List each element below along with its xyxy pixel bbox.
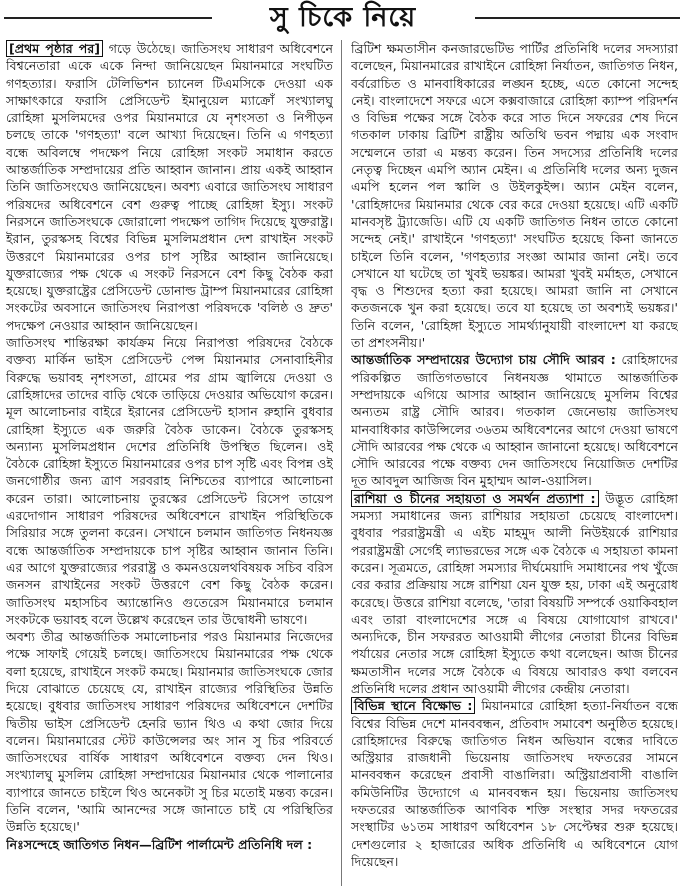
section-protests — [351, 697, 678, 870]
paragraph-text: রোহিঙ্গাদের পরিকল্পিত জাতিগতভাবে নিধনযজ্ঞ থামাতে আন্তর্জাতিক সম্প্রদায়কে এগিয়ে আসার আহ্বান জানিয়েছে মুসলিম বিশ্বের অন্যতম রাষ্ট্র সৌদি আরব। গতকাল জেনেভায় জাতিসংঘ মানবাধিকার কাউন্সিলের ৩৬তম অধিবেশনের আগে দেওয়া ভাষণে সৌদি আরবের পক্ষ থেকে এ আহ্বান জানানো হয়েছে। অধিবেশনে সৌদি আরবের পক্ষে বক্তব্য দেন জাতিসংঘে নিয়োজিত দেশটির দূত আবদুল আজিজ বিন মুহাম্মদ আল-ওয়াসিল। — [351, 352, 678, 489]
header-rule-left — [4, 17, 212, 19]
section-heading: আন্তর্জাতিক সম্প্রদায়ের উদ্যোগ চায় সৌদি আরব : — [351, 352, 616, 368]
paragraph: ব্রিটিশ ক্ষমতাসীন কনজারভেটিভ পার্টির প্রতিনিধি দলের সদস্যারা বলেছেন, মিয়ানমারের রাখাইনে রোহিঙ্গা নির্যাতন, জাতিগত নিধন, বর্বরোচিত ও মানবাধিকারের লঙ্ঘন হচ্ছে, এতে কোনো সন্দেহ নেই। বাংলাদেশে সফরে এসে কক্সবাজারে রোহিঙ্গা ক্যাম্প পরিদর্শন ও বিভিন্ন পক্ষের সঙ্গে বৈঠক করে সাত দিনে সফরের শেষ দিনে গতকাল ঢাকায় ব্রিটিশ রাষ্ট্রীয় অতিথি ভবন পদ্মায় এক সংবাদ সম্মেলনে তারা এ মন্তব্য করেন। তিন সদস্যের প্রতিনিধি দলের নেতৃত্ব দিচ্ছেন এমপি অ্যান মেইন। এ প্রতিনিধি দলের অন্য দুজন এমপি হলেন পল স্কালি ও উইলকুইন্স। অ্যান মেইন বলেন, 'রোহিঙ্গাদের মিয়ানমার থেকে বের করে দেওয়া হয়েছে। এটি একটি মানবসৃষ্ট ট্র্যাজেডি। এটি যে একটি জাতিগত নিধন তাতে কোনো সন্দেহ নেই।' রাখাইনে 'গণহত্যা' সংঘটিত হয়েছে কিনা জানতে চাইলে তিনি বলেন, 'গণহত্যার সংজ্ঞা আমার জানা নেই। তবে সেখানে যা ঘটেছে তা খুবই ভয়ঙ্কর। আমরা খুবই মর্মাহত, সেখানে বৃদ্ধ ও শিশুদের হত্যা করা হয়েছে। আমরা জানি না সেখানে কতজনকে খুন করা হয়েছে। তবে যা হয়েছে তা অবশ্যই ভয়ঙ্কর।' তিনি বলেন, 'রোহিঙ্গা ইস্যুতে সামর্থ্যানুযায়ী বাংলাদেশ যা করছে তা প্রশংসনীয়।' — [351, 41, 678, 351]
section-heading: বিভিন্ন স্থানে বিক্ষোভ : — [351, 697, 475, 714]
section-heading: নিঃসন্দেহে জাতিগত নিধন—ব্রিটিশ পার্লামেন্ট প্রতিনিধি দল : — [6, 836, 313, 852]
paragraph-continued — [6, 40, 333, 334]
header-rule-right — [475, 17, 680, 19]
paragraph: জাতিসংঘ শান্তিরক্ষা কার্যক্রম নিয়ে নিরাপত্তা পরিষদের বৈঠকে বক্তব্য মার্কিন ভাইস প্রেসিডেন্ট পেন্স মিয়ানমার সেনাবাহিনীর বিরুদ্ধে ভয়াবহ নৃশংসতা, গ্রামের পর গ্রাম জ্বালিয়ে দেওয়া ও রোহিঙ্গাদের তাদের বাড়ি থেকে তাড়িয়ে দেওয়ার অভিযোগ করেন। মূল আলোচনার বাইরে ইরানের প্রেসিডেন্ট হাসান রুহানি বুধবার রোহিঙ্গা ইস্যুতে এক জরুরি বৈঠক ডাকেন। বৈঠকে তুরস্কসহ অন্যান্য মুসলিমপ্রধান দেশের প্রতিনিধি উপস্থিত ছিলেন। ওই বৈঠকে রোহিঙ্গা ইস্যুতে মিয়ানমারের ওপর চাপ সৃষ্টি এবং বিপন্ন ওই জনগোষ্ঠীর জন্য ত্রাণ সরবরাহ নিশ্চিতের ব্যাপারে আলোচনা করেন তারা। আলোচনায় তুরস্কের প্রেসিডেন্ট রিসেপ তায়েপ এরদোগান সাধারণ পরিষদের অধিবেশনে রাখাইন পরিস্থিতিকে সিরিয়ার সঙ্গে তুলনা করেন। সেখানে চলমান জাতিগত নিধনযজ্ঞ বন্ধে আন্তর্জাতিক সম্প্রদায়কে চাপ সৃষ্টির আহ্বান জানান তিনি। এর আগে যুক্তরাজ্যের পররাষ্ট্র ও কমনওয়েলথবিষয়ক সচিব বরিস জনসন রাখাইনের সংকট উত্তরণে বেশ কিছু বৈঠক করেন। জাতিসংঘ মহাসচিব অ্যান্তোনিও গুতেরেস মিয়ানমারে চলমান সংকটকে ভয়াবহ বলে উল্লেখ করেছেন তার উদ্বোধনী ভাষণে। — [6, 335, 333, 627]
right-column — [351, 40, 678, 888]
paragraph-text: মিয়ানমারে রোহিঙ্গা হত্যা-নির্যাতন বন্ধে বিশ্বের বিভিন্ন দেশে মানববন্ধন, প্রতিবাদ সমাবেশ অনুষ্ঠিত হয়েছে। রোহিঙ্গাদের বিরুদ্ধে জাতিগত নিধন অভিযান বন্ধের দাবিতে অস্ট্রিয়ার রাজধানী ভিয়েনায় জাতিসংঘ দফতরের সামনে মানববন্ধন করেছেন প্রবাসী বাঙালিরা। অস্ট্রিয়াপ্রবাসী বাঙালি কমিউনিটির উদ্যোগে এ মানববন্ধন হয়। ভিয়েনায় জাতিসংঘ দফতরের আন্তর্জাতিক আণবিক শক্তি সংস্থার সদর দফতরের সংস্থাটির ৬১তম সাধারণ অধিবেশন ১৮ সেপ্টেম্বর শুরু হয়েছে। দেশগুলোর ২ হাজারের অধিক প্রতিনিধি এ অধিবেশনে যোগ দিয়েছেন। — [351, 698, 678, 869]
paragraph: অবশ্য তীব্র আন্তর্জাতিক সমালোচনার পরও মিয়ানমার নিজেদের পক্ষে সাফাই গেয়েই চলছে। জাতিসংঘে মিয়ানমারের পক্ষ থেকে বলা হয়েছে, রাখাইনে সংকট কমছে। মিয়ানমার জাতিসংঘকে জোর দিয়ে বোঝাতে চেয়েছে যে, রাখাইন রাজ্যের পরিস্থিতির উন্নতি হয়েছে। বুধবার জাতিসংঘ সাধারণ পরিষদের অধিবেশনে দেশটির দ্বিতীয় ভাইস প্রেসিডেন্ট হেনরি ভ্যান থিও এ কথা জোর দিয়ে বলেন। মিয়ানমারের স্টেট কাউন্সেলর অং সান সু চির পরিবর্তে জাতিসংঘের বার্ষিক সাধারণ অধিবেশনে বক্তব্য দেন থিও। সংখ্যালঘু মুসলিম রোহিঙ্গা সম্প্রদায়ের মিয়ানমার থেকে পালানোর ব্যাপারে জানতে চাইলে থিও অনেকটা সু চির মতোই মন্তব্য করেন। তিনি বলেন, 'আমি আনন্দের সঙ্গে জানাতে চাই যে পরিস্থিতির উন্নতি হয়েছে।' — [6, 629, 333, 835]
continued-from-front-page-label: [প্রথম পৃষ্ঠার পর] — [6, 40, 103, 57]
column-divider — [341, 40, 342, 886]
left-column — [6, 40, 333, 888]
paragraph-text: গড়ে উঠেছে। জাতিসংঘ সাধারণ অধিবেশনে বিশ্বনেতারা একে একে নিন্দা জানিয়েছেন মিয়ানমারে সংঘটিত গণহত্যার। ফরাসি টেলিভিশন চ্যানেল টিএমসিকে দেওয়া এক সাক্ষাৎকারে ফরাসি প্রেসিডেন্ট ইমানুয়েল ম্যাক্রোঁ সংখ্যালঘু রোহিঙ্গা মুসলিমদের ওপর মিয়ানমারে যে নৃশংসতা ও নিপীড়ন চলছে তাকে 'গণহত্যা' বলে আখ্যা দিয়েছেন। তিনি এ গণহত্যা বন্ধে অবিলম্বে পদক্ষেপ নিয়ে রোহিঙ্গা সংকট সমাধান করতে আন্তর্জাতিক সম্প্রদায়ের প্রতি আহ্বান জানান। প্রায় একই আহ্বান তিনি জাতিসংঘেও জানিয়েছেন। অবশ্য এবারে জাতিসংঘ সাধারণ পরিষদের অধিবেশনে বেশ গুরুত্ব পাচ্ছে রোহিঙ্গা ইস্যু। সংকট নিরসনে জাতিসংঘকে জোরালো পদক্ষেপ তাগিদ দিয়েছে যুক্তরাষ্ট্র। ইরান, তুরস্কসহ বিশ্বের বিভিন্ন মুসলিমপ্রধান দেশ রাখাইন সংকট উত্তরণে মিয়ানমারের ওপর চাপ সৃষ্টির আহ্বান জানিয়েছে। যুক্তরাজ্যের পক্ষ থেকে এ সংকট নিরসনে বেশ কিছু বৈঠক করা হয়েছে। যুক্তরাষ্ট্রের প্রেসিডেন্ট ডোনাল্ড ট্রাম্প মিয়ানমারের রোহিঙ্গা সংকটের অবসানে জাতিসংঘ নিরাপত্তা পরিষদকে 'বলিষ্ঠ ও দ্রুত' পদক্ষেপ নেওয়ার আহ্বান জানিয়েছেন। — [6, 41, 333, 333]
paragraph-text: উদ্ভূত রোহিঙ্গা সমস্যা সমাধানের জন্য রাশিয়ার সহায়তা চেয়েছে বাংলাদেশ। বুধবার পররাষ্ট্রমন্ত্রী এ এইচ মাহমুদ আলী নিউইয়র্কে রাশিয়ার পররাষ্ট্রমন্ত্রী সের্গেই ল্যাভরভের সঙ্গে এক বৈঠকে এ সহায়তা কামনা করেন। সূত্রমতে, রোহিঙ্গা সমস্যার দীর্ঘমেয়াদি সমাধানের পথ খুঁজে বের করার প্রক্রিয়ায় সঙ্গে রাশিয়া যেন যুক্ত হয়, ঢাকা এই অনুরোধ করেছে। উত্তরে রাশিয়া বলেছে, 'তারা বিষয়টি সম্পর্কে ওয়াকিবহাল এবং তারা বাংলাদেশের সঙ্গে এ বিষয়ে যোগাযোগ রাখবে।' অন্যদিকে, চীন সফররত আওয়ামী লীগের নেতারা চীনের বিভিন্ন পর্যায়ের নেতার সঙ্গে রোহিঙ্গা ইস্যুতে কথা বলেছেন। আজ চীনের ক্ষমতাসীন দলের সঙ্গে বৈঠকে এ বিষয়ে আবারও কথা বলবেন প্রতিনিধি দলের প্রধান আওয়ামী লীগের কেন্দ্রীয় নেতারা। — [351, 490, 678, 696]
article-title: সু চিকে নিয়ে — [269, 2, 417, 33]
article-header — [0, 0, 684, 38]
section-russia-china — [351, 490, 678, 698]
section-heading: রাশিয়া ও চীনের সহায়তা ও সমর্থন প্রত্যাশা : — [351, 490, 599, 507]
section-saudi — [351, 351, 678, 489]
